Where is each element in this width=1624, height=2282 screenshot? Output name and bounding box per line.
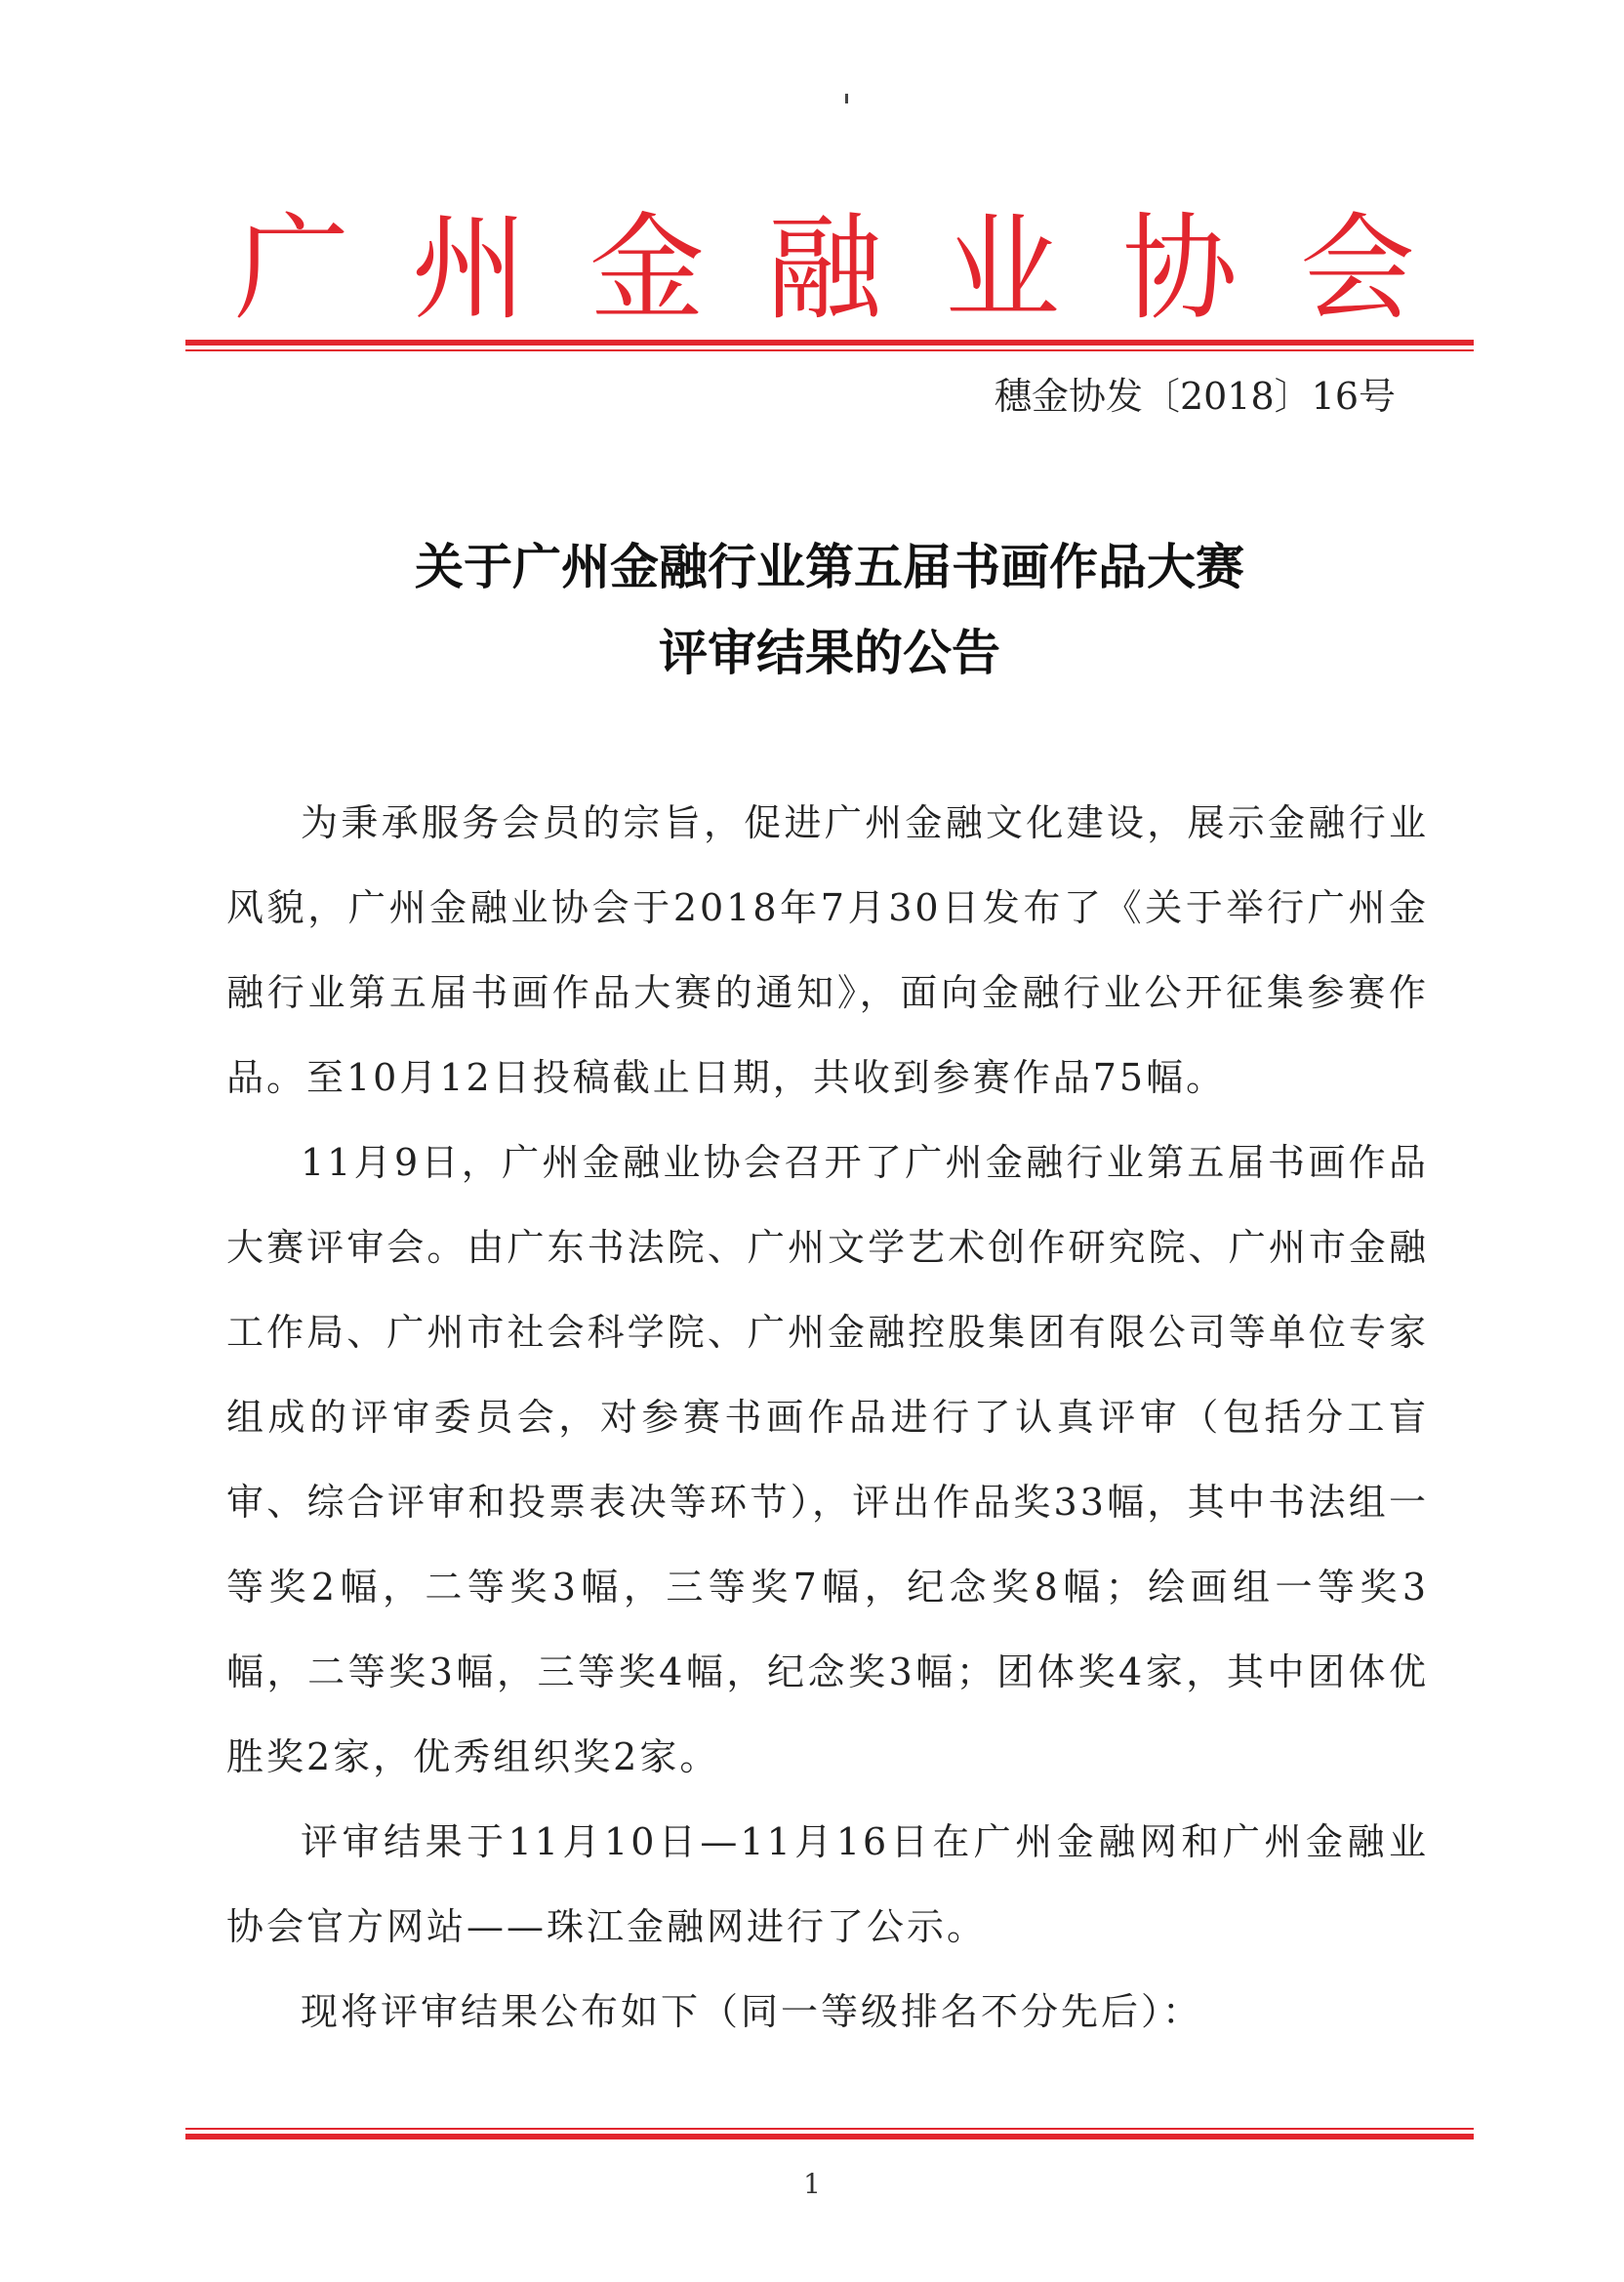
scan-mark [845, 94, 848, 103]
header-divider-thin [185, 349, 1474, 351]
footer-divider-thin [185, 2128, 1474, 2130]
letterhead-char: 融 [766, 201, 882, 336]
body-paragraph: 为秉承服务会员的宗旨，促进广州金融文化建设，展示金融行业风貌，广州金融业协会于2018年7月30日发布了《关于举行广州金融行业第五届书画作品大赛的通知》，面向金融行业公开征集参赛作品。至10月12日投稿截止日期，共收到参赛作品75幅。 [226, 801, 1429, 1099]
letterhead-char: 州 [411, 201, 527, 336]
letterhead-char: 金 [589, 201, 705, 336]
page-number: 1 [803, 2168, 821, 2200]
body-paragraph: 现将评审结果公布如下（同一等级排名不分先后）： [301, 1990, 1203, 2033]
letterhead-char: 会 [1299, 201, 1415, 336]
letterhead-char: 业 [944, 201, 1060, 336]
letterhead [234, 200, 1415, 337]
document-number: 穗金协发〔2018〕16号 [994, 375, 1396, 418]
letterhead-char: 广 [234, 201, 350, 336]
header-divider-thick [185, 340, 1474, 346]
body-paragraph: 11月9日，广州金融业协会召开了广州金融行业第五届书画作品大赛评审会。由广东书法院、广州文学艺术创作研究院、广州市金融工作局、广州市社会科学院、广州金融控股集团有限公司等单位专家组成的评审委员会，对参赛书画作品进行了认真评审（包括分工盲审、综合评审和投票表决等环节），评出作品奖33幅，其中书法组一等奖2幅，二等奖3幅，三等奖7幅，纪念奖8幅；绘画组一等奖3幅，二等奖3幅，三等奖4幅，纪念奖3幅；团体奖4家，其中团体优胜奖2家，优秀组织奖2家。 [226, 1141, 1429, 1778]
letterhead-char: 协 [1121, 201, 1238, 336]
document-body [226, 781, 1429, 2055]
footer-divider-thick [185, 2134, 1474, 2139]
document-title-line-2: 评审结果的公告 [659, 624, 1000, 681]
document-title-line-1: 关于广州金融行业第五届书画作品大赛 [415, 538, 1244, 595]
body-paragraph: 评审结果于11月10日—11月16日在广州金融网和广州金融业协会官方网站——珠江金融网进行了公示。 [226, 1820, 1429, 1948]
